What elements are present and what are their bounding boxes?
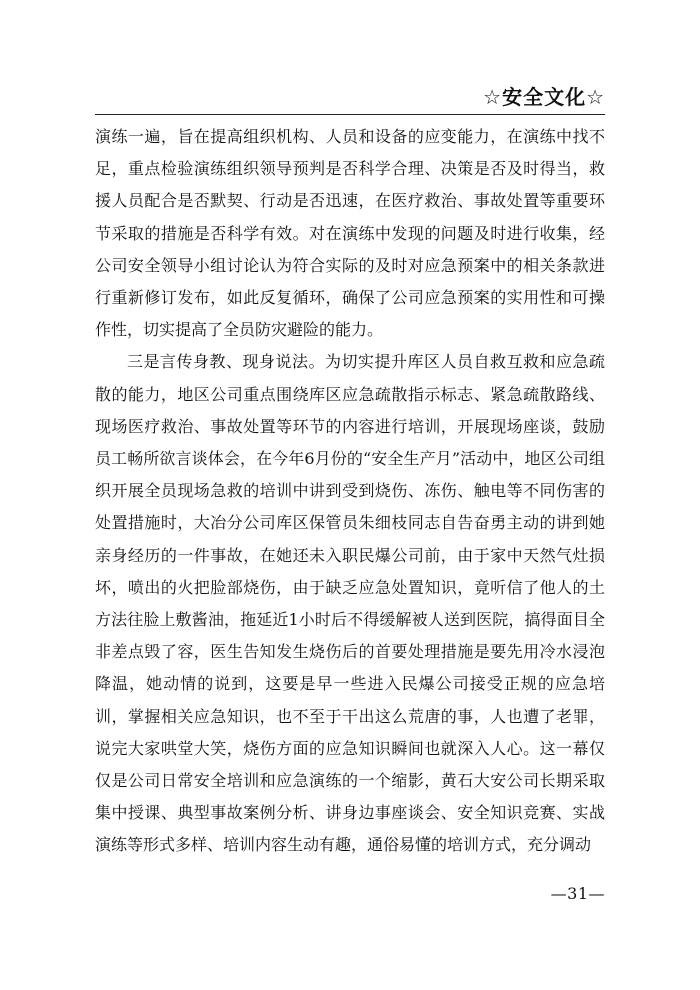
section-title: ☆安全文化☆	[483, 85, 605, 109]
page-number: —31—	[550, 884, 605, 903]
article-body	[95, 121, 605, 862]
paragraph-education: 三是言传身教、现身说法。为切实提升库区人员自救互救和应急疏散的能力，地区公司重点围绕库区应急疏散指示标志、紧急疏散路线、现场医疗救治、事故处置等环节的内容进行培训，开展现场座谈，鼓励员工畅所欲言谈体会，在今年6月份的“安全生产月”活动中，地区公司组织开展全员现场急救的培训中讲到受到烧伤、冻伤、触电等不同伤害的处置措施时，大冶分公司库区保管员朱细枝同志自告奋勇主动的讲到她亲身经历的一件事故，在她还未入职民爆公司前，由于家中天然气灶损坏，喷出的火把脸部烧伤，由于缺乏应急处置知识，竟听信了他人的土方法往脸上敷酱油，拖延近1小时后不得缓解被人送到医院，搞得面目全非差点毁了容，医生告知发生烧伤后的首要处理措施是要先用冷水浸泡降温，她动情的说到，这要是早一些进入民爆公司接受正规的应急培训，掌握相关应急知识，也不至于干出这么荒唐的事，人也遭了老罪，说完大家哄堂大笑，烧伤方面的应急知识瞬间也就深入人心。这一幕仅仅是公司日常安全培训和应急演练的一个缩影，黄石大安公司长期采取集中授课、典型事故案例分析、讲身边事座谈会、安全知识竞赛、实战演练等形式多样、培训内容生动有趣，通俗易懂的培训方式，充分调动	[95, 352, 605, 855]
paragraph-continuation: 演练一遍，旨在提高组织机构、人员和设备的应变能力，在演练中找不足，重点检验演练组织领导预判是否科学合理、决策是否及时得当，救援人员配合是否默契、行动是否迅速，在医疗救治、事故处置等重要环节采取的措施是否科学有效。对在演练中发现的问题及时进行收集，经公司安全领导小组讨论认为符合实际的及时对应急预案中的相关条款进行重新修订发布，如此反复循环，确保了公司应急预案的实用性和可操作性，切实提高了全员防灾避险的能力。	[95, 127, 605, 340]
page-header	[95, 82, 605, 115]
